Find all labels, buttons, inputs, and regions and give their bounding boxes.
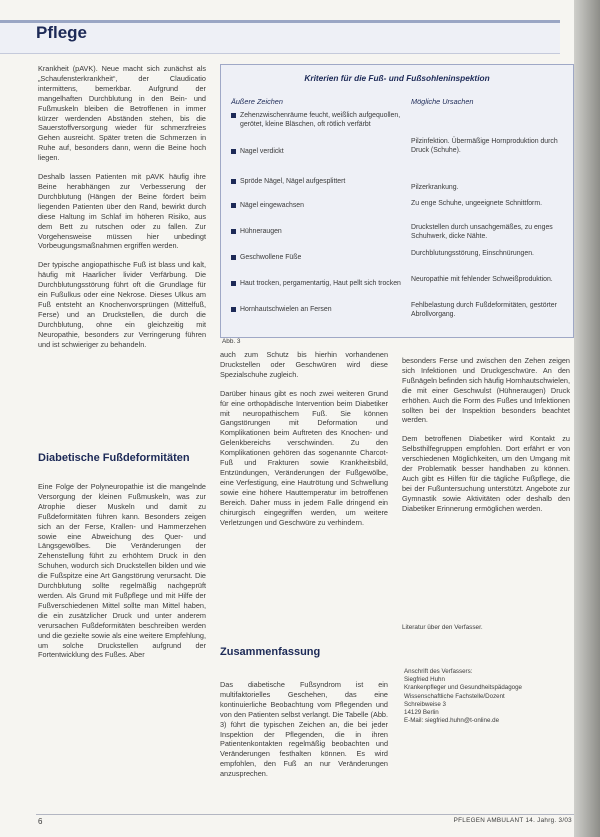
address-line: 14129 Berlin	[404, 709, 439, 717]
table-row-sign: Nagel verdickt	[231, 147, 415, 156]
journal-reference: PFLEGEN AMBULANT 14. Jahrg. 3/03	[453, 817, 572, 824]
middle-column	[220, 350, 388, 536]
paragraph: Deshalb lassen Patienten mit pAVK häufig ihre Beine herabhängen zur Verbesserung der Durchblutung (Hängen der Beine fördert beim liegenden Patienten über den Rand, bewirkt durch diese Haltung im Schlaf im höheren Risiko, aus dem Bett zu rutschen oder zu fallen. Zur Vorgehensweise müssen hier unbedingt Vorbeugungsmaßnahmen ergriffen werden.	[38, 172, 206, 251]
figure-caption: Abb. 3	[222, 338, 241, 345]
address-line: Wissenschaftliche Fachstelle/Dozent	[404, 692, 505, 700]
book-spine-shadow	[574, 0, 600, 837]
paragraph: Dem betroffenen Diabetiker wird Kontakt zu Selbsthilfegruppen empfohlen. Dort erfährt er von verschiedenen Möglichkeiten, um den Umgang mit der Problematik besser handhaben zu können. Auch gibt es Hilfen für die tägliche Fußpflege, die bei der Fußuntersuchung unterstützt. Angebote zur Gymnastik sowie Aktivitäten oder deshalb den Diabetiker Erinnerung ermöglichen werden.	[402, 434, 570, 513]
left-column	[38, 64, 206, 358]
table-row-sign: Haut trocken, pergamentartig, Haut pellt sich trocken	[231, 279, 415, 288]
table-row-cause: Fehlbelastung durch Fußdeformitäten, gestörter Abrollvorgang.	[411, 302, 557, 318]
table-row-cause: Durchblutungsstörung, Einschnürungen.	[411, 250, 534, 257]
table-row-cause: Pilzinfektion. Übermäßige Hornproduktion durch Druck (Schuhe).	[411, 138, 558, 154]
literature-note: Literatur über den Verfasser.	[402, 624, 483, 631]
section-title: Pflege	[36, 23, 88, 42]
table-row-cause: Neuropathie mit fehlender Schweißproduktion.	[411, 276, 553, 283]
table-row-sign: Spröde Nägel, Nägel aufgesplittert	[231, 177, 415, 186]
table-row-cause: Druckstellen durch unsachgemäßes, zu enges Schuhwerk, dicke Nähte.	[411, 224, 553, 240]
subheading-fussdeformitaeten: Diabetische Fußdeformitäten	[38, 452, 190, 464]
paragraph: Krankheit (pAVK). Neue macht sich zunächst als „Schaufensterkrankheit“, der Claudicatio intermittens, bemerkbar. Aufgrund der mangelhaften Durchblutung in den Bein- und Fußmuskeln bleiben die Betroffenen in immer kürzer werdenden Abständen stehen, bis die Sauerstoffversorgung wieder für schmerzfreies Gehen ausreicht. Später treten die Schmerzen in Ruhe auf, besonders dann, wenn die Beine hoch liegen.	[38, 64, 206, 163]
table-row-sign: Hornhautschwielen an Fersen	[231, 305, 415, 314]
author-address	[404, 668, 572, 725]
paragraph: besonders Ferse und zwischen den Zehen zeigen sich Infektionen und Druckgeschwüre. An den Fußnägeln befinden sich häufig Hornhautschwielen, die mit einer Geschwulst (Hühneraugen) Druck erhöhen. Auch die Form des Fußes und Infektionen sollten bei der Inspektion besonders beachtet werden.	[402, 356, 570, 425]
paragraph: Der typische angiopathische Fuß ist blass und kalt, häufig mit Haarlicher livider Verfärbung. Die Durchblutungsstörung führt oft die Grundlage für ein Fußulkus oder eine Nekrose. Dieses Ulkus am Fuß entsteht an Knochenvorsprüngen (Mittelfuß, Ferse) und an Druckstellen, die durch die Durchblutung, ohne ein gleichzeitig mit Neuropathie, besonders zur Verringerung führen und ist schwieriger zu behandeln.	[38, 260, 206, 349]
table-row-sign: Nägel eingewachsen	[231, 201, 415, 210]
table-row-sign: Hühneraugen	[231, 227, 415, 236]
middle-column-lower	[220, 680, 388, 788]
left-column-lower	[38, 482, 206, 669]
address-line: Siegfried Huhn	[404, 676, 445, 684]
address-line: Anschrift des Verfassers:	[404, 668, 473, 675]
right-column	[402, 356, 570, 523]
address-line: Krankenpfleger und Gesundheitspädagoge	[404, 684, 522, 692]
paragraph: Das diabetische Fußsyndrom ist ein multifaktorielles Geschehen, das eine kontinuierliche Beobachtung vom Pflegenden und von den Patienten selbst verlangt. Die Tabelle (Abb. 3) führt die typischen Zeichen an, die bei jeder Inspektion der Pflegenden, die in ihren Patientenkontakten regelmäßig beobachten und Veränderungen festhalten können. Es wird empfohlen, den Fuß an nur Veränderungen anzusprechen.	[220, 680, 388, 779]
paragraph: auch zum Schutz bis hierhin vorhandenen Druckstellen oder Geschwüren wird diese Spezialschuhe zugleich.	[220, 350, 388, 379]
paragraph: Darüber hinaus gibt es noch zwei weiteren Grund für eine orthopädische Intervention beim Diabetiker mit neuropathischem Fuß. Sie können Gangstörungen mit Deformation und Komplikationen beim Auftreten des Knochen- und Gelenkbereichs verschwinden. Zu den Komplikationen gehören das sogenannte Charcot-Fuß und Frakturen sowie Krankheitsbild, Entzündungen, Veränderungen der Fußgewölbe, eine Verfestigung, eine Hautrötung und Schwellung sowie eine höhere Hauttemperatur im betroffenen Bereich. Daher muss in jedem Falle dringend ein chirurgisch eingegriffen werden, um weitere Verletzungen und Geschwüre zu verhindern.	[220, 388, 388, 527]
address-line: E-Mail: siegfried.huhn@t-online.de	[404, 717, 500, 725]
page-number: 6	[38, 817, 43, 826]
table-row-cause: Zu enge Schuhe, ungeeignete Schnittform.	[411, 200, 543, 207]
subheading-zusammenfassung: Zusammenfassung	[220, 646, 321, 658]
table-header-signs: Äußere Zeichen	[231, 97, 283, 106]
table-row-sign: Zehenzwischenräume feucht, weißlich aufgequollen, gerötet, kleine Bläschen, oft rötlich verfärbt	[231, 111, 415, 129]
paragraph: Eine Folge der Polyneuropathie ist die mangelnde Versorgung der kleinen Fußmuskeln, was zur Atrophie dieser Muskeln und damit zu Fußdeformitäten führen kann. Besonders zeigen sich an der Ferse, Krallen- und Hammerzehen sowie eine Abweichung des Quer- und Längsgewölbes. Die Veränderungen der Zehenstellung führt zu erhöhtem Druck in den Schuhen, wodurch sich Druckstellen bilden und wie die Fußspitze eine Art Gangstörung verursacht. Die Durchblutung sollte regelmäßig nachgeprüft werden. Als Grund mit Fußpflege und mit Hilfe der Fußverschiedenen Mittel sollte man Mittel haben, die ein zusätzlicher Druck und unter anderem verursachen Fußdeformitäten beschreiben werden und die gezielte sowie als eine weitere Empfehlung, um solche Druckstellen aufgrund der Fortentwicklung des Fußes. Aber	[38, 482, 206, 660]
table-title: Kriterien für die Fuß- und Fußsohleninspektion	[304, 73, 490, 83]
address-line: Schreibweise 3	[404, 700, 446, 708]
table-row-cause: Pilzerkrankung.	[411, 184, 459, 191]
inspection-criteria-table	[220, 64, 574, 338]
table-row-sign: Geschwollene Füße	[231, 253, 415, 262]
table-header-causes: Mögliche Ursachen	[411, 97, 474, 106]
footer-divider	[36, 814, 574, 815]
